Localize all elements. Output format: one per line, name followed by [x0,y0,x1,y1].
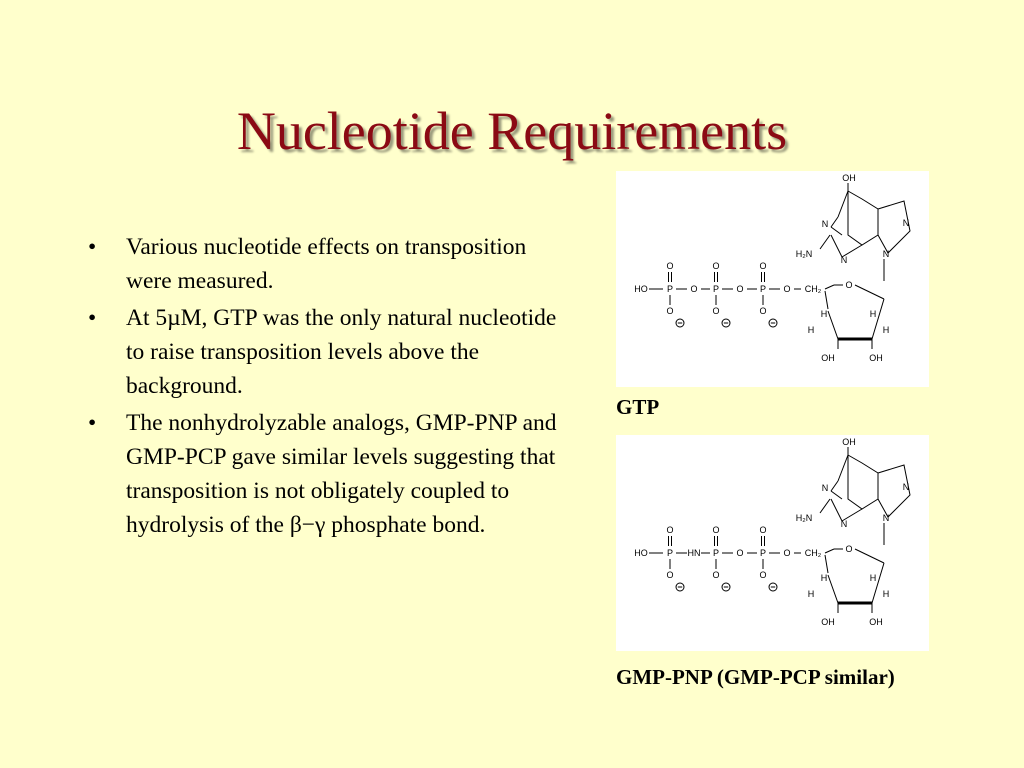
nitrogen-label: N [821,219,829,229]
ring-oxygen-label: O [845,280,853,290]
structure-label: O [759,306,767,316]
gtp-structure-figure [616,171,929,387]
bridge-atom-label: HN [687,548,701,558]
structure-label: O [712,525,720,535]
bullet-icon: • [88,305,97,331]
structure-label: OH [821,617,835,627]
structure-label: O [712,570,720,580]
slide-title: Nucleotide Requirements [236,101,788,161]
structure-label: O [712,261,720,271]
ring-oxygen-label: O [845,544,853,554]
bridge-atom-label: O [783,284,791,294]
structure-label: H [820,309,828,319]
bullet-icon: • [88,234,97,260]
gmppnp-caption: GMP-PNP (GMP-PCP similar) [616,665,895,689]
bond-line [820,499,830,513]
bullet-text: Various nucleotide effects on transposition were measured. [126,234,527,294]
nitrogen-label: N [821,483,829,493]
structure-label: O [759,261,767,271]
bond-line [831,235,842,257]
bond-line [855,549,884,563]
nucleotide-structure-diagram [616,171,929,387]
bond-line [825,549,834,553]
nitrogen-label: N [902,482,910,492]
structure-label: OH [869,353,883,363]
structure-label: O [759,525,767,535]
bullet-icon: • [88,410,97,436]
structure-label: HO [634,548,648,558]
structure-label: CH₂ [804,548,822,558]
bond-line [825,291,828,309]
bridge-atom-label: O [690,284,698,294]
nitrogen-label: N [882,513,890,523]
nucleotide-structure-diagram [616,435,929,651]
structure-label: H [869,573,877,583]
structure-label: H [807,325,815,335]
phosphorus-label: P [712,284,720,294]
structure-label: O [666,525,674,535]
bond-line [831,227,842,235]
structure-label: O [666,570,674,580]
phosphorus-label: P [666,548,674,558]
bond-line [838,455,848,481]
bridge-atom-label: O [736,284,744,294]
structure-label: CH₂ [804,284,822,294]
structure-label: OH [869,617,883,627]
phosphorus-label: P [759,548,767,558]
structure-label: H [882,325,890,335]
structure-label: H [820,573,828,583]
bond-line [831,499,842,521]
bond-line [842,245,862,257]
structure-label: HO [634,284,648,294]
bridge-atom-label: O [736,548,744,558]
bridge-atom-label: O [783,548,791,558]
bond-line [831,491,842,499]
structure-label: O [666,261,674,271]
nitrogen-label: N [840,519,848,529]
bullet-item [88,406,568,542]
phosphorus-label: P [712,548,720,558]
structure-label: OH [842,173,856,183]
nitrogen-label: N [882,249,890,259]
bullet-text: The nonhydrolyzable analogs, GMP-PNP and GMP-PCP gave similar levels suggesting that transposition is not obligately coupled to hydrolysis of the β−γ phosphate bond. [126,410,557,538]
bond-line [831,481,838,491]
bond-line [820,235,830,249]
phosphorus-label: P [759,284,767,294]
structure-label: OH [842,437,856,447]
bond-line [831,217,838,227]
structure-label: H₂N [795,249,813,259]
bond-line [825,285,834,289]
structure-label: O [759,570,767,580]
bond-line [855,285,884,299]
bullet-item [88,230,568,298]
bond-line [842,509,862,521]
structure-label: H₂N [795,513,813,523]
structure-label: H [807,589,815,599]
bullet-item [88,301,568,403]
structure-label: O [712,306,720,316]
nitrogen-label: N [840,255,848,265]
gtp-caption: GTP [616,395,660,419]
bond-line [838,191,848,217]
bullet-text: At 5µM, GTP was the only natural nucleotide to raise transposition levels above the background. [126,305,557,399]
bond-line [825,555,828,573]
structure-label: H [869,309,877,319]
gmppnp-structure-figure [616,435,929,651]
phosphorus-label: P [666,284,674,294]
bullet-list [88,230,568,545]
nitrogen-label: N [902,218,910,228]
structure-label: H [882,589,890,599]
structure-label: OH [821,353,835,363]
structure-label: O [666,306,674,316]
